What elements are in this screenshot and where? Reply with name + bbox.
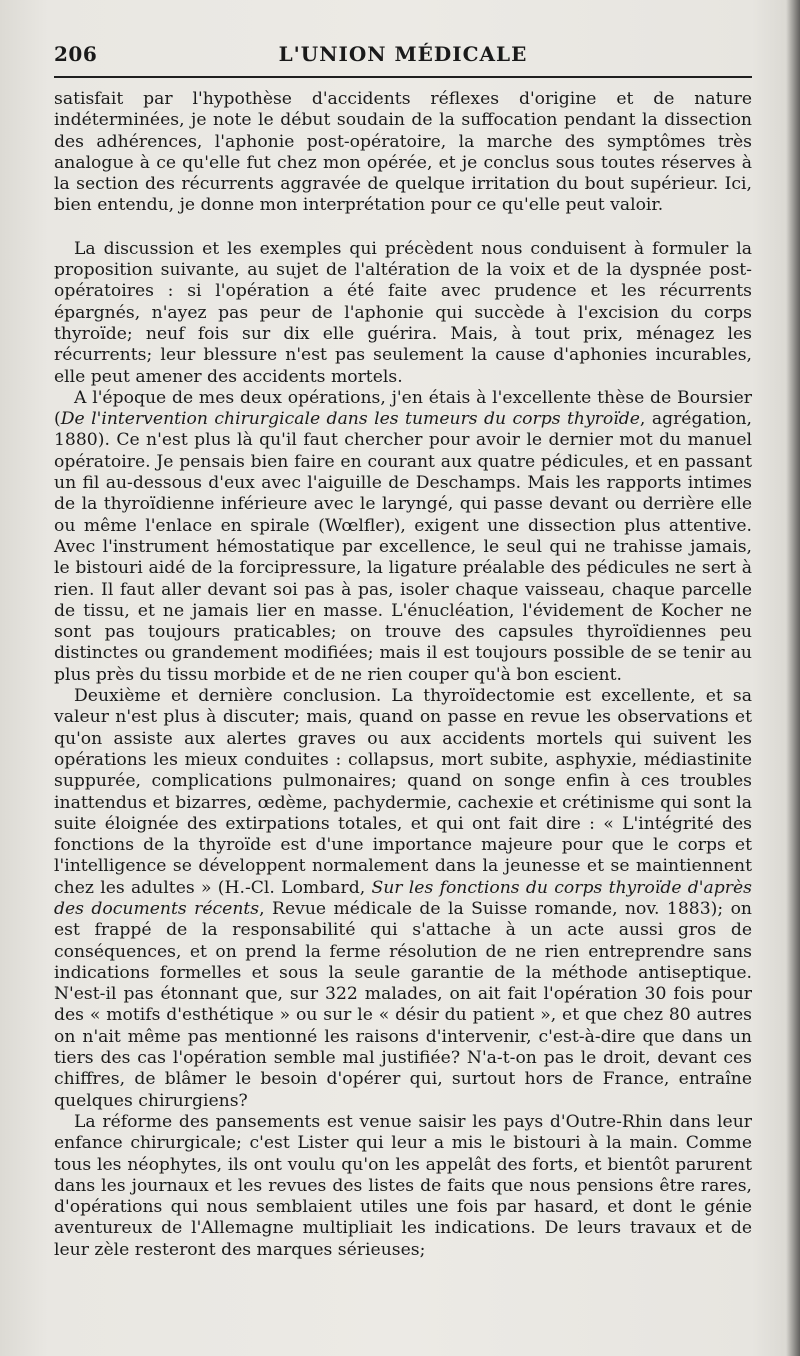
running-title: L'UNION MÉDICALE: [278, 42, 528, 66]
page-edge-shadow: [786, 0, 800, 1356]
page-number: 206: [54, 42, 98, 66]
citation-title: De l'intervention chirurgicale dans les tumeurs du corps thyroïde: [60, 409, 640, 430]
citation-title: Sur les fonctions du corps thyroïde d'après des documents récents: [54, 877, 752, 919]
paragraph-text: , agrégation, 1880). Ce n'est plus là qu'il faut chercher pour avoir le dernier mot du manuel opératoire. Je pensais bien faire en courant aux quatre pédicules, et en passant un fil au-dessous d'eux avec l'aiguille de Deschamps. Mais les rapports intimes de la thyroïdienne inférieure avec le laryngé, qui passe devant ou derrière elle ou même l'enlace en spirale (Wœlfler), exigent une dissection plus attentive. Avec l'instrument hémostatique par excellence, le seul qui ne trahisse jamais, le bistouri aidé de la forcipressure, la ligature préalable des pédicules ne sert à rien. Il faut aller devant soi pas à pas, isoler chaque vaisseau, chaque parcelle de tissu, et ne jamais lier en masse. L'énucléation, l'évidement de Kocher ne sont pas toujours praticables; on trouve des capsules thyroïdiennes peu distinctes ou grandement modifiées; mais il est toujours possible de se tenir au plus près du tissu morbide et de ne rien couper qu'à bon escient.: [54, 409, 752, 685]
paragraph: [54, 686, 752, 1112]
paragraph-text: A l'époque de mes deux opérations, j'en étais à l'excellente thèse de Boursier (: [54, 387, 752, 430]
body-text: [54, 89, 752, 1261]
paragraph-text: , Revue médicale de la Suisse romande, nov. 1883); on est frappé de la responsabilité qui s'attache à un acte aussi gros de conséquences, et on prend la ferme résolution de ne rien entreprendre sans indications formelles et sous la seule garantie de la méthode antiseptique. N'est-il pas étonnant que, sur 322 malades, on ait fait l'opération 30 fois pour des « motifs d'esthétique » ou sur le « désir du patient », et que chez 80 autres on n'ait même pas mentionné les raisons d'intervenir, c'est-à-dire que dans un tiers des cas l'opération semble mal justifiée? N'a-t-on pas le droit, devant ces chiffres, de blâmer le besoin d'opérer qui, surtout hors de France, entraîne quelques chirurgiens?: [54, 898, 752, 1111]
page-header: [54, 42, 752, 72]
paragraph: La discussion et les exemples qui précèdent nous conduisent à formuler la proposition suivante, au sujet de l'altération de la voix et de la dyspnée post-opératoires : si l'opération a été faite avec prudence et les récurrents épargnés, n'ayez pas peur de l'aphonie qui succède à l'excision du corps thyroïde; neuf fois sur dix elle guérira. Mais, à tout prix, ménagez les récurrents; leur blessure n'est pas seulement la cause d'aphonies incurables, elle peut amener des accidents mortels.: [54, 238, 752, 387]
paragraph: satisfait par l'hypothèse d'accidents réflexes d'origine et de nature indéterminées, je note le début soudain de la suffocation pendant la dissection des adhérences, l'aphonie post-opératoire, la marche des symptômes très analogue à ce qu'elle fut chez mon opérée, et je conclus sous toutes réserves à la section des récurrents aggravée de quelque irritation du bout supérieur. Ici, bien entendu, je donne mon interprétation pour ce qu'elle peut valoir.: [54, 89, 752, 216]
paragraph: [54, 388, 752, 686]
paragraph-text: Deuxième et dernière conclusion. La thyroïdectomie est excellente, et sa valeur n'est plus à discuter; mais, quand on passe en revue les observations et qu'on assiste aux alertes graves ou aux accidents mortels qui suivent les opérations les mieux conduites : collapsus, mort subite, asphyxie, médiastinite suppurée, complications pulmonaires; quand on songe enfin à ces troubles inattendus et bizarres, œdème, pachydermie, cachexie et crétinisme qui sont la suite éloignée des extirpations totales, et qui ont fait dire : « L'intégrité des fonctions de la thyroïde est d'une importance majeure pour que le corps et l'intelligence se développent normalement dans la jeunesse et se maintiennent chez les adultes » (H.-Cl. Lombard,: [54, 686, 752, 898]
paragraph: La réforme des pansements est venue saisir les pays d'Outre-Rhin dans leur enfance chirurgicale; c'est Lister qui leur a mis le bistouri à la main. Comme tous les néophytes, ils ont voulu qu'on les appelât des forts, et bientôt parurent dans les journaux et les revues des listes de faits que nous pensions être rares, d'opérations qui nous semblaient utiles une fois par hasard, et dont le génie aventureux de l'Allemagne multipliait les indications. De leurs travaux et de leur zèle resteront des marques sérieuses;: [54, 1111, 752, 1260]
header-rule: [54, 76, 752, 78]
